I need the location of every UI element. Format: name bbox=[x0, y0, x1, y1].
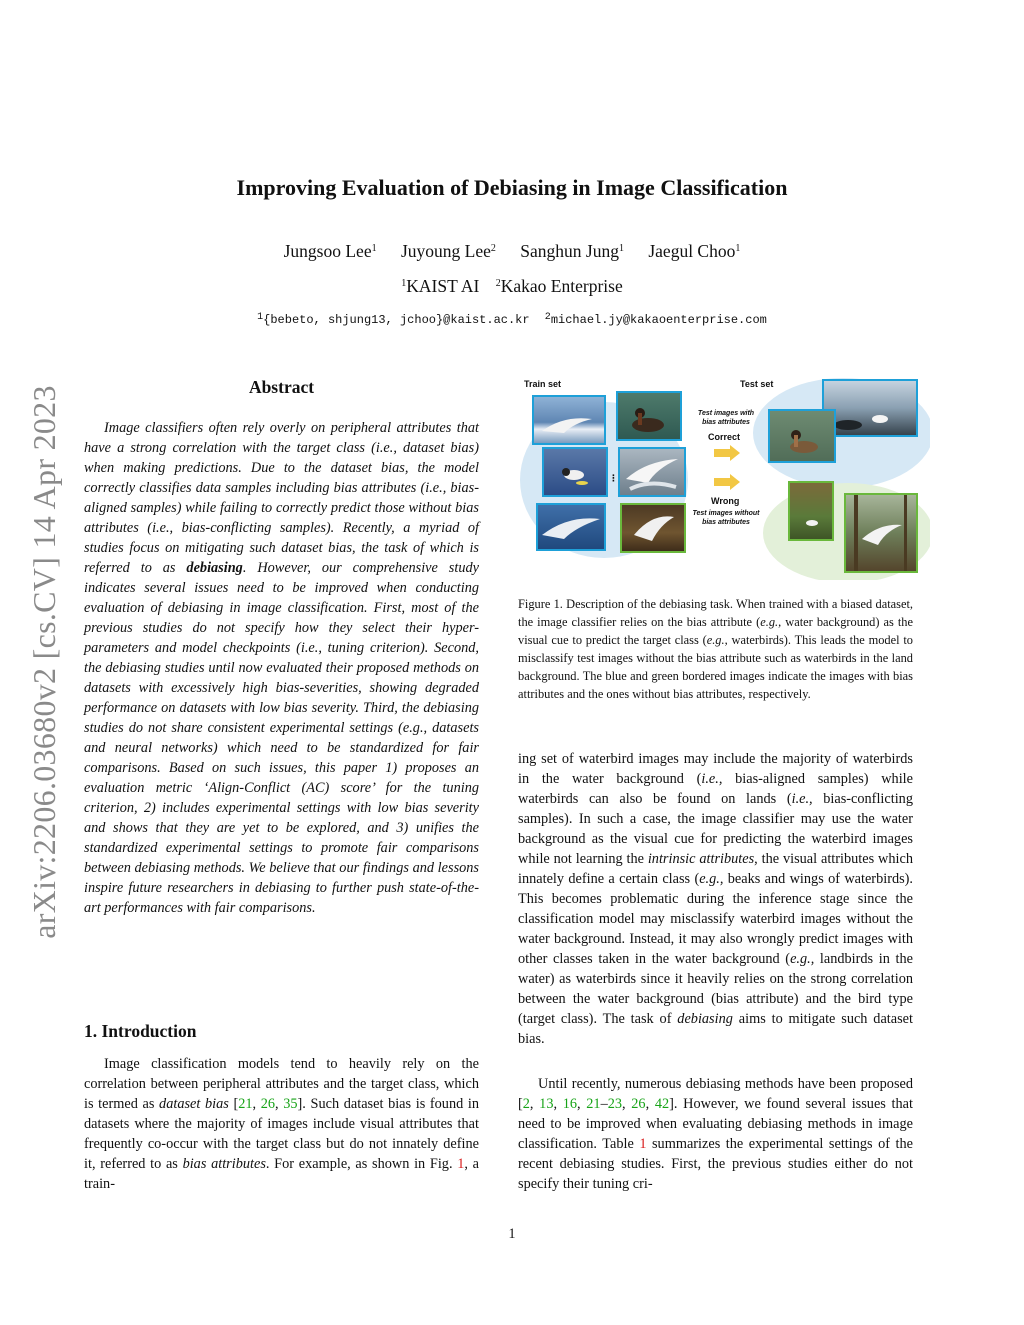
affiliation: $^1$KAIST AI bbox=[401, 276, 480, 296]
author: Jungsoo Lee$^1$ bbox=[283, 241, 377, 261]
citation-link[interactable]: 2 bbox=[522, 1096, 530, 1112]
affiliation: $^2$Kakao Enterprise bbox=[495, 276, 623, 296]
citation-link[interactable]: 26 bbox=[631, 1096, 646, 1112]
abstract-heading: Abstract bbox=[248, 377, 315, 397]
arrow-correct-icon bbox=[714, 445, 740, 461]
test-image-water-grebe bbox=[768, 409, 836, 463]
train-image-grebe bbox=[616, 391, 682, 441]
without-bias-caption: Test images without bias attributes bbox=[692, 510, 760, 526]
affiliation-list bbox=[0, 275, 1024, 297]
citation-link[interactable]: 26 bbox=[260, 1096, 276, 1112]
figure-caption: Figure 1. Description of the debiasing task. When trained with a biased dataset, the image classifier relies on the bias attribute (e.g., water background) as the visual cue to predict the target class (e.g., waterbirds). This leads the model to misclassify test images without the bias attribute such as waterbirds in the land background. The blue and green bordered images indicate the images with bias attributes and the ones without bias attributes, respectively. bbox=[518, 597, 914, 701]
abstract-body: Image classifiers often rely overly on peripheral attributes that have a strong correlation with the target class (i.e., dataset bias) when making predictions. Due to the dataset bias, the model correctly classifies data samples including bias attributes (i.e., bias-aligned samples) while failing to correctly predict those without bias attributes (i.e., bias-conflicting samples). Recently, a myriad of studies focus on mitigating such dataset bias, the task of which is referred to as debiasing. However, our comprehensive study indicates several issues need to be improved when conducting evaluation of debiasing in image classification. First, most of the previous studies do not specify how they select their hyper-parameters and model checkpoints (i.e., tuning criterion). Second, the debiasing studies until now evaluated their proposed methods on datasets with excessively high bias-severities, showing degraded performance on datasets with low bias severity. Third, the debiasing studies do not share consistent experimental settings (e.g., datasets and neural networks) which need to be standardized for fair comparisons. Based on such issues, this paper 1) proposes an evaluation metric ‘Align-Conflict (AC) score’ for the tuning criterion, 2) includes experimental settings with low bias severity and shows that they are yet to be explored, and 3) unifies the standardized experimental settings to promote fair comparisons between debiasing methods. We believe that our findings and lessons inspire future researchers in debiasing to further push state-of-the-art performances with fair comparisons. bbox=[84, 420, 479, 916]
email-list bbox=[0, 312, 1024, 328]
citation-link[interactable]: 23 bbox=[607, 1096, 623, 1112]
correct-label: Correct bbox=[708, 432, 741, 442]
test-image-forest-tree-bird bbox=[788, 481, 834, 541]
train-image-seabird bbox=[532, 395, 606, 445]
author: Sanghun Jung$^1$ bbox=[520, 241, 624, 261]
intro-paragraph-2: Until recently, numerous debiasing methods have been proposed [2, 13, 16, 21–23, 26, 42]. However, we found several issues that need to be improved when evaluating debiasing methods in image classification. Table 1 summarizes the experimental settings of the recent debiasing studies. First, the previous studies either do not specify their tuning cri- bbox=[518, 1076, 913, 1192]
more-images-dots: ⋮ bbox=[609, 473, 618, 483]
citation-link[interactable]: 21 bbox=[238, 1096, 253, 1112]
page-number: 1 bbox=[508, 1226, 516, 1242]
arxiv-identifier: arXiv:2206.03680v2 [cs.CV] 14 Apr 2023 bbox=[26, 385, 62, 939]
paper-title: Improving Evaluation of Debiasing in Image Classification bbox=[236, 175, 788, 200]
intro-paragraph-continued: ing set of waterbird images may include the majority of waterbirds in the water background (i.e., bias-aligned samples) while waterbirds can also be found on lands (i.e., bias-conflicting samples). In such a case, the image classifier may use the water background as the visual cue for predicting the waterbird images while not learning the intrinsic attributes, the visual attributes which innately define a certain class (e.g., beaks and wings of waterbirds). This becomes problematic during the inference stage since the classification model may misclassify waterbird images without the water background. Instead, it may also wrongly predict images with other classes taken in the water background (e.g., landbirds in the water) as waterbirds since it heavily relies on the strong correlation between the water background (bias attribute) and the bird type (target class). The task of debiasing aims to mitigate such dataset bias. bbox=[518, 751, 913, 1047]
author-list bbox=[0, 240, 1024, 262]
table-reference-link[interactable]: 1 bbox=[639, 1136, 647, 1152]
section-heading-introduction: 1. Introduction bbox=[84, 1021, 197, 1041]
train-set-label: Train set bbox=[524, 379, 562, 389]
test-set-label: Test set bbox=[740, 379, 774, 389]
citation-link[interactable]: 13 bbox=[539, 1096, 554, 1112]
figure-1 bbox=[518, 375, 930, 580]
train-image-gull bbox=[542, 447, 608, 497]
test-image-shore-bird bbox=[822, 379, 918, 437]
email: $^1${bebeto, shjung13, jchoo}@kaist.ac.kr bbox=[257, 312, 530, 327]
with-bias-caption: Test images with bias attributes bbox=[697, 410, 755, 426]
author: Juyoung Lee$^2$ bbox=[400, 241, 496, 261]
citation-link[interactable]: 21 bbox=[586, 1096, 601, 1112]
wrong-label: Wrong bbox=[711, 496, 740, 506]
train-image-albatross bbox=[536, 503, 606, 551]
email: $^2$michael.jy@kakaoenterprise.com bbox=[544, 312, 767, 327]
figure-reference-link[interactable]: 1 bbox=[457, 1156, 465, 1172]
train-image-tern bbox=[618, 447, 686, 497]
citation-link[interactable]: 16 bbox=[562, 1096, 578, 1112]
citation-link[interactable]: 35 bbox=[283, 1096, 298, 1112]
test-image-woodland-bird bbox=[844, 493, 918, 573]
train-image-forest-bird bbox=[620, 503, 686, 553]
abstract-emphasis: debiasing bbox=[186, 560, 243, 576]
arrow-wrong-icon bbox=[714, 474, 740, 490]
citation-link[interactable]: 42 bbox=[654, 1096, 670, 1112]
intro-paragraph: Image classification models tend to heavily rely on the correlation between peripheral attributes and the target class, which is termed as dataset bias [21, 26, 35]. Such dataset bias is found in datasets where the majority of images include visual attributes that frequently co-occur with the target class but do not innately define it, referred to as bias attributes. For example, as shown in Fig. 1, a train- bbox=[84, 1056, 480, 1192]
author: Jaegul Choo$^1$ bbox=[648, 241, 741, 261]
